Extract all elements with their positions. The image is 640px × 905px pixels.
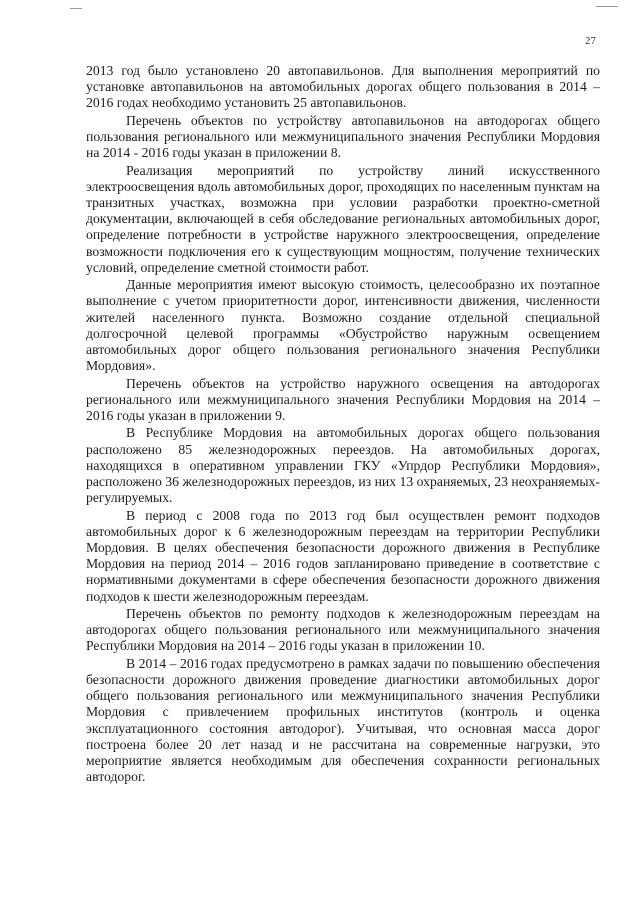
paragraph: В период с 2008 года по 2013 год был осуществлен ремонт подходов автомобильных дорог к 6 железнодорожным переездам на территории Республики Мордовия. В целях обеспечения безопасности дорожного движения в Республике Мордовия на период 2014 – 2016 годов запланировано приведение в соответствие с нормативными документами в сфере обеспечения безопасности дорожного движения подходов к шести железнодорожным переездам. <box>86 507 600 604</box>
page-number: 27 <box>585 35 596 47</box>
paragraph: В Республике Мордовия на автомобильных дорогах общего пользования расположено 85 железнодорожных переездов. На автомобильных дорогах, находящихся в оперативном управлении ГКУ «Упрдор Республики Мордовия», расположено 36 железнодорожных переездов, из них 13 охраняемых, 23 неохраняемых-регулируемых. <box>86 425 600 506</box>
paragraph: Перечень объектов по устройству автопавильонов на автодорогах общего пользования регионального или межмуниципального значения Республики Мордовия на 2014 - 2016 годы указан в приложении 8. <box>86 112 600 161</box>
paragraph: Реализация мероприятий по устройству линий искусственного электроосвещения вдоль автомобильных дорог, проходящих по населенным пунктам на транзитных участках, возможна при условии разработки проектно-сметной документации, включающей в себя обследование региональных автомобильных дорог, определение потребности в устройстве наружного электроосвещения, определение возможности подключения его к существующим мощностям, получение технических условий, определение сметной стоимости работ. <box>86 162 600 275</box>
scan-artifact-mark <box>596 6 618 7</box>
paragraph: Перечень объектов на устройство наружного освещения на автодорогах регионального или межмуниципального значения Республики Мордовия на 2014 – 2016 годы указан в приложении 9. <box>86 375 600 424</box>
scan-artifact-mark <box>70 8 82 9</box>
body-text <box>86 63 600 787</box>
paragraph: Перечень объектов по ремонту подходов к железнодорожным переездам на автодорогах общего пользования регионального или межмуниципального значения Республики Мордовия на 2014 – 2016 годы указан в приложении 10. <box>86 606 600 654</box>
paragraph-continuation: 2013 год было установлено 20 автопавильонов. Для выполнения мероприятий по установке автопавильонов на автомобильных дорогах общего пользования в 2014 – 2016 годах необходимо установить 25 автопавильонов. <box>86 63 600 111</box>
paragraph: Данные мероприятия имеют высокую стоимость, целесообразно их поэтапное выполнение с учетом приоритетности дорог, интенсивности движения, численности жителей населенного пункта. Возможно создание отдельной специальной долгосрочной целевой программы «Обустройство наружным освещением автомобильных дорог общего пользования регионального значения Республики Мордовия». <box>86 277 600 374</box>
paragraph: В 2014 – 2016 годах предусмотрено в рамках задачи по повышению обеспечения безопасности дорожного движения проведение диагностики автомобильных дорог общего пользования регионального или межмуниципального значения Республики Мордовия с привлечением профильных институтов (контроль и оценка эксплуатационного состояния автодорог). Учитывая, что основная масса дорог построена более 20 лет назад и не рассчитана на современные нагрузки, это мероприятие является необходимым для обеспечения сохранности региональных автодорог. <box>86 655 600 785</box>
